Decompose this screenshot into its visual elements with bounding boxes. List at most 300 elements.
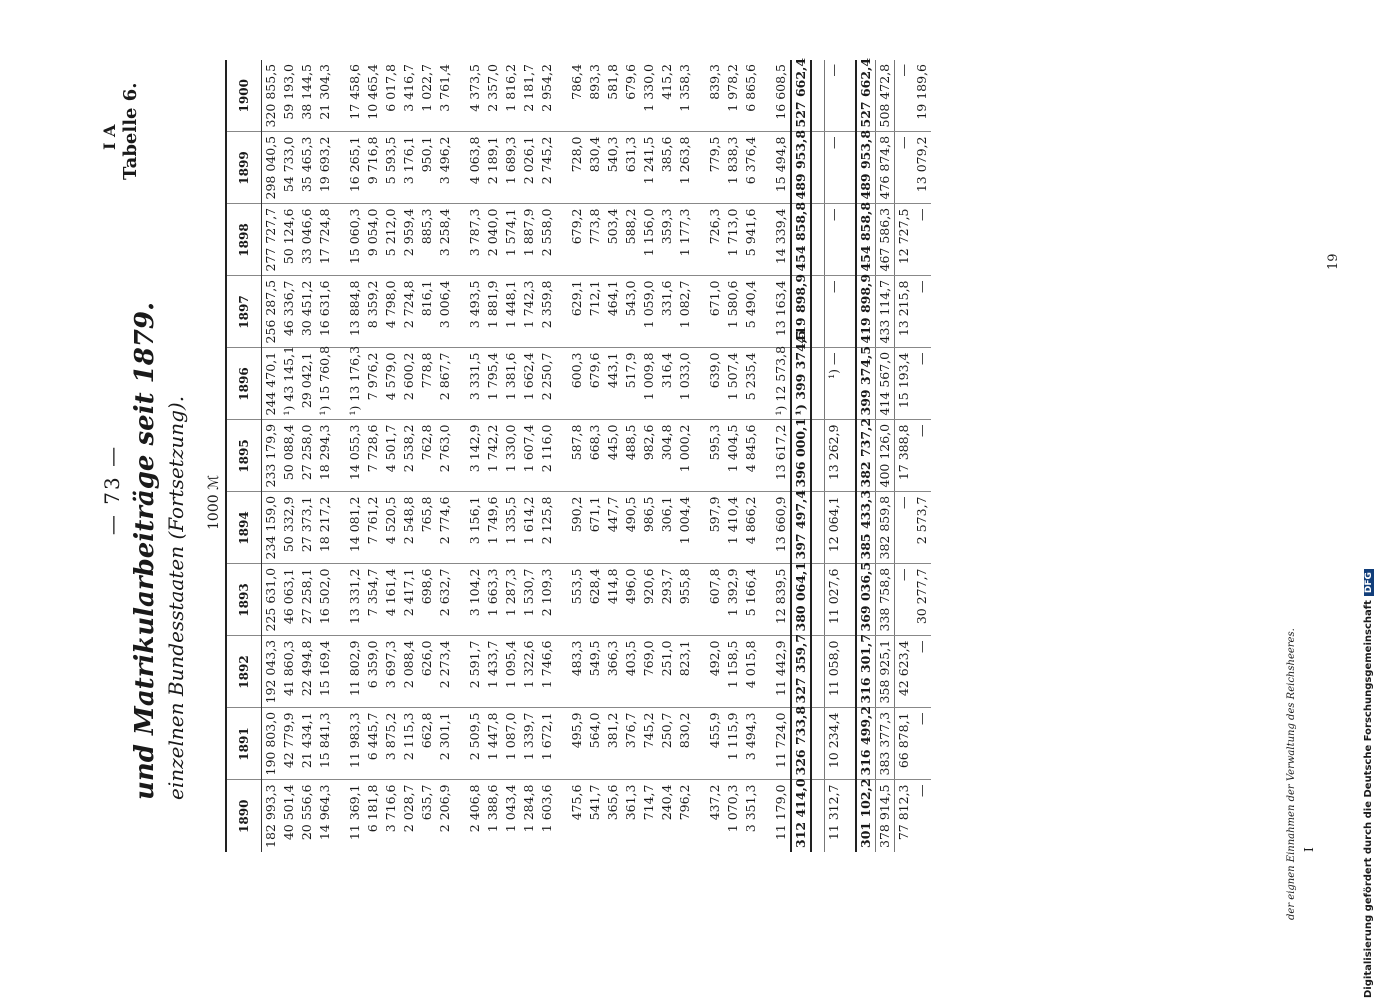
spacer-cell — [454, 420, 466, 492]
table-cell: 495,9 — [568, 708, 586, 780]
table-cell: 6 359,0 — [364, 636, 382, 708]
side-page-number: 19 — [1326, 253, 1341, 270]
table-cell: 1 392,9 — [724, 564, 742, 636]
table-cell: 2 088,4 — [400, 636, 418, 708]
table-cell: 190 803,0 — [262, 708, 281, 780]
spacer-cell — [454, 564, 466, 636]
table-cell: 414,8 — [604, 564, 622, 636]
funding-note — [1363, 218, 1374, 998]
table-cell: 2 273,4 — [436, 636, 454, 708]
spacer-cell — [454, 60, 466, 132]
table-cell: 250,7 — [658, 708, 676, 780]
spacer-cell — [811, 132, 825, 204]
table-cell: 3 716,6 — [383, 784, 398, 833]
table-cell: 365,6 — [605, 784, 620, 821]
table-cell: 986,5 — [640, 492, 658, 564]
table-cell: 1 070,3 — [725, 784, 740, 833]
table-cell: 1 580,6 — [724, 276, 742, 348]
table-cell: — — [913, 276, 931, 348]
table-cell: — — [895, 492, 914, 564]
table-cell: 765,8 — [418, 492, 436, 564]
table-cell: 2 573,7 — [913, 492, 931, 564]
spacer-cell — [811, 204, 825, 276]
table-cell: 17 458,6 — [346, 60, 364, 132]
table-cell: 2 406,8 — [467, 784, 482, 833]
table-row — [856, 60, 876, 852]
table-cell: 4 866,2 — [742, 492, 760, 564]
table-cell: 192 043,3 — [262, 636, 281, 708]
spacer-cell — [334, 276, 346, 348]
unit-label: 1000 ℳ — [206, 474, 222, 530]
table-row — [484, 60, 502, 852]
table-cell: 234 159,0 — [262, 492, 281, 564]
table-cell: 2 115,3 — [400, 708, 418, 780]
spacer-cell — [556, 708, 568, 780]
table-cell: 1 381,6 — [502, 348, 520, 420]
table-cell: 4 015,8 — [742, 636, 760, 708]
table-cell: 447,7 — [604, 492, 622, 564]
table-cell: 320 855,5 — [262, 60, 281, 132]
table-cell: — — [825, 60, 844, 132]
spacer-cell — [811, 60, 825, 132]
table-cell: 1 607,4 — [520, 420, 538, 492]
table-cell: 383 377,3 — [876, 708, 895, 780]
table-cell: 14 964,3 — [317, 784, 332, 841]
spacer-cell — [760, 204, 772, 276]
table-cell: 1 816,2 — [502, 60, 520, 132]
table-cell: 3 351,3 — [743, 784, 758, 833]
spacer-cell — [694, 492, 706, 564]
spacer-cell — [694, 780, 706, 852]
table-cell: 540,3 — [604, 132, 622, 204]
spacer-cell — [454, 708, 466, 780]
table-cell: 15 494,8 — [772, 132, 791, 204]
table-body — [262, 57, 932, 852]
spacer-cell — [454, 276, 466, 348]
table-cell: 600,3 — [568, 348, 586, 420]
spacer-cell — [334, 420, 346, 492]
spacer-cell — [760, 276, 772, 348]
table-cell: ¹) 13 176,3 — [346, 348, 364, 420]
table-cell: 327 359,7 — [791, 636, 811, 708]
table-row — [895, 60, 914, 852]
spacer-cell — [556, 348, 568, 420]
table-row — [400, 60, 418, 852]
table-cell: 679,6 — [622, 60, 640, 132]
table-cell: 1 388,6 — [485, 784, 500, 833]
table-cell: 2 867,7 — [436, 348, 454, 420]
table-cell: 3 258,4 — [436, 204, 454, 276]
table-cell: 3 176,1 — [400, 132, 418, 204]
table-cell: 1 603,6 — [539, 784, 554, 833]
table-cell: 403,5 — [622, 636, 640, 708]
spacer-cell — [843, 564, 856, 636]
spacer-row — [334, 60, 346, 852]
table-cell: 2 724,8 — [400, 276, 418, 348]
table-row — [418, 60, 436, 852]
table-cell: 762,8 — [418, 420, 436, 492]
table-cell: 1 033,0 — [676, 348, 694, 420]
table-cell: 728,0 — [568, 132, 586, 204]
table-cell: 54 733,0 — [280, 132, 298, 204]
table-cell: 19 693,2 — [316, 132, 334, 204]
spacer-cell — [843, 636, 856, 708]
table-row — [436, 60, 454, 852]
table-cell: 445,0 — [604, 420, 622, 492]
table-cell: 454 858,8 — [856, 204, 876, 276]
table-cell: 382 859,8 — [876, 492, 895, 564]
table-cell: 3 493,5 — [466, 276, 484, 348]
table-cell: 3 875,2 — [382, 708, 400, 780]
table-cell: 6 445,7 — [364, 708, 382, 780]
table-cell: 13 079,2 — [913, 132, 931, 204]
table-cell: 2 763,0 — [436, 420, 454, 492]
table-cell: 6 376,4 — [742, 132, 760, 204]
table-cell: 15 169,4 — [316, 636, 334, 708]
table-cell: 19 189,6 — [913, 60, 931, 132]
table-cell: 635,7 — [419, 784, 434, 821]
table-cell: 27 373,1 — [298, 492, 316, 564]
table-cell: — — [825, 204, 844, 276]
table-cell: 1 043,4 — [503, 784, 518, 833]
table-cell: 381,2 — [604, 708, 622, 780]
year-header-1896: 1896 — [226, 348, 262, 420]
table-cell: 607,8 — [706, 564, 724, 636]
spacer-cell — [843, 780, 856, 852]
table-cell: 2 189,1 — [484, 132, 502, 204]
table-cell: 581,8 — [604, 60, 622, 132]
spacer-cell — [843, 708, 856, 780]
table-cell: 419 898,9 — [791, 276, 811, 348]
table-cell: 671,0 — [706, 276, 724, 348]
table-cell: 244 470,1 — [262, 348, 281, 420]
table-cell: 816,1 — [418, 276, 436, 348]
footnote-mark: I — [1302, 847, 1316, 852]
table-cell: 796,2 — [677, 784, 692, 821]
table-cell: 1 095,4 — [502, 636, 520, 708]
table-cell: 2 250,7 — [538, 348, 556, 420]
year-header-1899: 1899 — [226, 132, 262, 204]
table-cell: 2 109,3 — [538, 564, 556, 636]
table-cell: 4 063,8 — [466, 132, 484, 204]
table-cell: 3 496,2 — [436, 132, 454, 204]
table-cell: 1 663,3 — [484, 564, 502, 636]
spacer-cell — [760, 132, 772, 204]
spacer-cell — [694, 636, 706, 708]
table-row — [382, 60, 400, 852]
table-cell: 16 502,0 — [316, 564, 334, 636]
spacer-cell — [760, 60, 772, 132]
table-cell: 11 442,9 — [772, 636, 791, 708]
table-cell: ¹) 15 760,8 — [316, 348, 334, 420]
table-cell: — — [913, 204, 931, 276]
page-number: — 73 — — [100, 444, 124, 536]
table-cell: 1 284,8 — [521, 784, 536, 833]
table-cell: 2 028,7 — [401, 784, 416, 833]
table-cell: 397 497,4 — [791, 492, 811, 564]
table-cell: 338 758,8 — [876, 564, 895, 636]
spacer-cell — [811, 276, 825, 348]
table-cell: 2 632,7 — [436, 564, 454, 636]
table-cell: 306,1 — [658, 492, 676, 564]
table-cell: 662,8 — [418, 708, 436, 780]
table-cell: 2 206,9 — [437, 784, 452, 833]
table-cell: 1 448,1 — [502, 276, 520, 348]
table-cell: 626,0 — [418, 636, 436, 708]
table-cell: 745,2 — [640, 708, 658, 780]
table-cell: 1 330,0 — [640, 60, 658, 132]
table-cell: 22 494,8 — [298, 636, 316, 708]
spacer-cell — [760, 348, 772, 420]
table-cell: 251,0 — [658, 636, 676, 708]
table-cell: 1 978,2 — [724, 60, 742, 132]
table-cell: — — [825, 132, 844, 204]
funding-note-text: Digitalisierung gefördert durch die Deutsche Forschungsgemeinschaft — [1363, 600, 1374, 998]
year-header-1900: 1900 — [226, 60, 262, 132]
spacer-cell — [454, 636, 466, 708]
table-cell: 527 662,4 — [856, 60, 876, 132]
spacer-cell — [694, 204, 706, 276]
table-cell: 11 058,0 — [825, 636, 844, 708]
table-cell: 312 414,0 — [791, 780, 811, 852]
table-row — [640, 60, 658, 852]
table-cell: 679,6 — [586, 348, 604, 420]
table-cell: 950,1 — [418, 132, 436, 204]
table-cell: 233 179,9 — [262, 420, 281, 492]
spacer-cell — [843, 276, 856, 348]
table-cell: 1 358,3 — [676, 60, 694, 132]
table-cell: 3 104,2 — [466, 564, 484, 636]
table-cell: 1 082,7 — [676, 276, 694, 348]
table-cell: 14 081,2 — [346, 492, 364, 564]
table-cell: 15 193,4 — [895, 348, 914, 420]
table-cell: 9 716,8 — [364, 132, 382, 204]
table-cell: 483,3 — [568, 636, 586, 708]
table-cell: — — [895, 564, 914, 636]
table-cell: 3 697,3 — [382, 636, 400, 708]
spacer-cell — [556, 132, 568, 204]
year-header-1895: 1895 — [226, 420, 262, 492]
table-row — [538, 60, 556, 852]
table-cell: 982,6 — [640, 420, 658, 492]
table-cell: 366,3 — [604, 636, 622, 708]
table-cell: 2 774,6 — [436, 492, 454, 564]
table-cell: 3 787,3 — [466, 204, 484, 276]
table-cell: 16 608,5 — [772, 60, 791, 132]
table-cell: 492,0 — [706, 636, 724, 708]
table-cell: 3 416,7 — [400, 60, 418, 132]
table-cell: 30 277,7 — [913, 564, 931, 636]
table-cell: 508 472,8 — [876, 60, 895, 132]
table-cell: ¹) 399 374,5 — [791, 348, 811, 420]
table-cell: 415,2 — [658, 60, 676, 132]
table-cell: 2 745,2 — [538, 132, 556, 204]
spacer-cell — [760, 564, 772, 636]
table-cell: 455,9 — [706, 708, 724, 780]
spacer-cell — [334, 132, 346, 204]
table-cell: 955,8 — [676, 564, 694, 636]
spacer-cell — [454, 348, 466, 420]
spacer-cell — [556, 276, 568, 348]
table-cell: 29 042,1 — [298, 348, 316, 420]
table-cell: 4 845,6 — [742, 420, 760, 492]
table-cell: 7 976,2 — [364, 348, 382, 420]
table-cell: 20 556,6 — [299, 784, 314, 841]
table-cell: 414 567,0 — [876, 348, 895, 420]
table-cell: 839,3 — [706, 60, 724, 132]
spacer-cell — [334, 708, 346, 780]
table-cell: 1 177,3 — [676, 204, 694, 276]
table-cell: 443,1 — [604, 348, 622, 420]
table-row — [298, 60, 316, 852]
table-cell: 10 465,4 — [364, 60, 382, 132]
spacer-cell — [811, 780, 825, 852]
year-header-1891: 1891 — [226, 708, 262, 780]
year-header-row — [226, 60, 262, 852]
table-cell: — — [913, 420, 931, 492]
table-cell: 1 447,8 — [484, 708, 502, 780]
table-row — [316, 60, 334, 852]
table-row — [604, 60, 622, 852]
table-row — [568, 60, 586, 852]
table-cell: 42 623,4 — [895, 636, 914, 708]
table-cell: 2 026,1 — [520, 132, 538, 204]
table-cell: 385 433,3 — [856, 492, 876, 564]
table-cell: 4 373,5 — [466, 60, 484, 132]
table-cell: 3 761,4 — [436, 60, 454, 132]
table-row — [622, 60, 640, 852]
spacer-cell — [556, 204, 568, 276]
spacer-cell — [811, 420, 825, 492]
table-cell: 712,1 — [586, 276, 604, 348]
table-cell: 1 158,5 — [724, 636, 742, 708]
table-cell: 587,8 — [568, 420, 586, 492]
dfg-logo-badge: DFG — [1364, 569, 1374, 596]
year-header-1894: 1894 — [226, 492, 262, 564]
table-cell: 920,6 — [640, 564, 658, 636]
table-cell: 1 749,6 — [484, 492, 502, 564]
table-cell: 1 156,0 — [640, 204, 658, 276]
spacer-cell — [334, 60, 346, 132]
spacer-cell — [334, 348, 346, 420]
table-cell: 679,2 — [568, 204, 586, 276]
table-cell: 46 063,1 — [280, 564, 298, 636]
table-cell: 316 301,7 — [856, 636, 876, 708]
table-cell: 476 874,8 — [876, 132, 895, 204]
table-cell: 9 054,0 — [364, 204, 382, 276]
table-subtitle: einzelnen Bundesstaaten (Fortsetzung). — [164, 395, 188, 800]
spacer-cell — [556, 564, 568, 636]
table-cell: 541,7 — [587, 784, 602, 821]
table-cell: 490,5 — [622, 492, 640, 564]
table-cell: 11 983,3 — [346, 708, 364, 780]
table-cell: 326 733,8 — [791, 708, 811, 780]
table-cell: 1 574,1 — [502, 204, 520, 276]
table-cell: 2 538,2 — [400, 420, 418, 492]
table-cell: — — [913, 636, 931, 708]
table-cell: ¹) — — [825, 348, 844, 420]
table-cell: 488,5 — [622, 420, 640, 492]
spacer-cell — [334, 492, 346, 564]
table-cell: 830,4 — [586, 132, 604, 204]
table-cell: 41 860,3 — [280, 636, 298, 708]
table-cell: 1 614,2 — [520, 492, 538, 564]
table-cell: 726,3 — [706, 204, 724, 276]
table-title: und Matrikularbeiträge seit 1879. — [130, 301, 160, 800]
table-cell: 376,7 — [622, 708, 640, 780]
table-cell: 378 914,5 — [876, 780, 895, 852]
table-cell: 698,6 — [418, 564, 436, 636]
table-row — [346, 60, 364, 852]
table-cell: 433 114,7 — [876, 276, 895, 348]
table-cell: 419 898,9 — [856, 276, 876, 348]
table-row — [876, 60, 895, 852]
table-cell: 11 802,9 — [346, 636, 364, 708]
table-cell: 13 617,2 — [772, 420, 791, 492]
spacer-cell — [843, 204, 856, 276]
table-cell: 1 881,9 — [484, 276, 502, 348]
spacer-cell — [694, 132, 706, 204]
table-cell: 714,7 — [641, 784, 656, 821]
table-cell: 30 451,2 — [298, 276, 316, 348]
table-cell: — — [895, 60, 914, 132]
table-row — [502, 60, 520, 852]
table-cell: 631,3 — [622, 132, 640, 204]
table-cell: 475,6 — [569, 784, 584, 821]
table-cell: 13 163,4 — [772, 276, 791, 348]
table-cell: 1 087,0 — [502, 708, 520, 780]
table-cell: 2 359,8 — [538, 276, 556, 348]
table-cell: 358 925,1 — [876, 636, 895, 708]
table-cell: 33 046,6 — [298, 204, 316, 276]
table-cell: 361,3 — [623, 784, 638, 821]
table-cell: 464,1 — [604, 276, 622, 348]
table-cell: 1 000,2 — [676, 420, 694, 492]
table-cell: 11 312,7 — [825, 780, 844, 852]
table-cell: 13 331,2 — [346, 564, 364, 636]
table-cell: 1 742,3 — [520, 276, 538, 348]
table-cell: 21 434,1 — [298, 708, 316, 780]
table-cell: 595,3 — [706, 420, 724, 492]
table-cell: 3 156,1 — [466, 492, 484, 564]
table-cell: 59 193,0 — [280, 60, 298, 132]
table-row — [742, 60, 760, 852]
spacer-cell — [760, 636, 772, 708]
spacer-cell — [334, 780, 346, 852]
table-cell: 1 287,3 — [502, 564, 520, 636]
table-cell: 7 761,2 — [364, 492, 382, 564]
table-cell: 1 672,1 — [538, 708, 556, 780]
table-cell: 14 339,4 — [772, 204, 791, 276]
spacer-cell — [811, 564, 825, 636]
table-cell: 1 713,0 — [724, 204, 742, 276]
table-cell: 298 040,5 — [262, 132, 281, 204]
table-cell: 2 548,8 — [400, 492, 418, 564]
table-cell: 1 689,3 — [502, 132, 520, 204]
table-cell: 2 040,0 — [484, 204, 502, 276]
table-cell: 382 737,2 — [856, 420, 876, 492]
table-cell: 17 724,8 — [316, 204, 334, 276]
table-cell: 27 258,1 — [298, 564, 316, 636]
spacer-cell — [694, 276, 706, 348]
year-header-1893: 1893 — [226, 564, 262, 636]
table-cell: 779,5 — [706, 132, 724, 204]
table-row — [913, 60, 931, 852]
table-cell: 549,5 — [586, 636, 604, 708]
table-cell: 553,5 — [568, 564, 586, 636]
table-row — [520, 60, 538, 852]
table-cell: 5 490,4 — [742, 276, 760, 348]
